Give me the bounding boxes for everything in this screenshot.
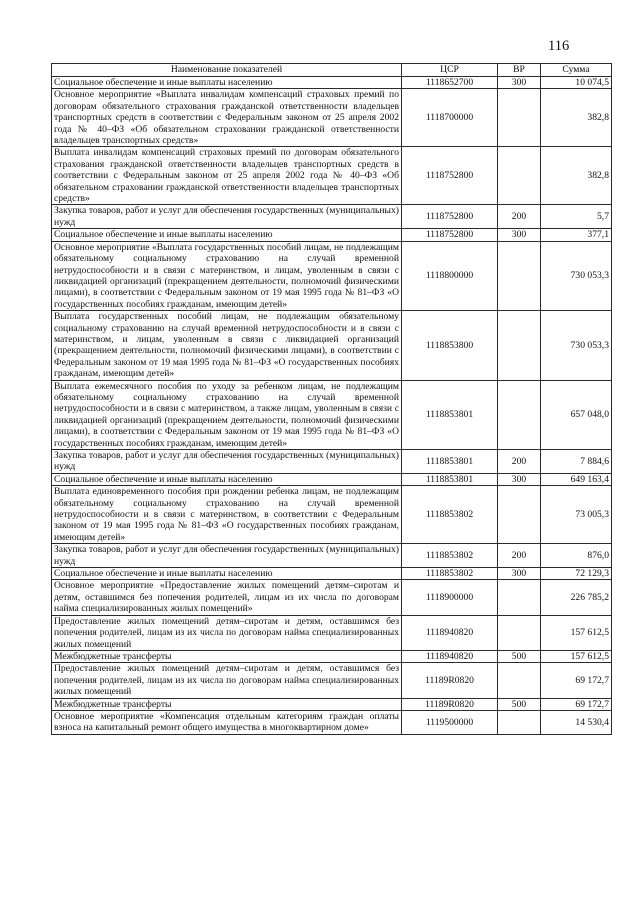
row-vr (498, 89, 541, 147)
row-name: Предоставление жилых помещений детям–сиротам и детям, оставшимся без попечения родителей, лицам из их числа по договорам найма специализированных жилых помещений (52, 663, 402, 698)
row-sum: 72 129,3 (541, 568, 612, 580)
row-name: Основное мероприятие «Выплата инвалидам компенсаций страховых премий по договорам обязательного страхования гражданской ответственности владельцев транспортных средств в соответствии с Федеральным законом от 25 апреля 2002 года № 40–ФЗ «Об обязательном страховании гражданской ответственности владельцев транспортных средств» (52, 89, 402, 147)
row-sum: 7 884,6 (541, 450, 612, 474)
row-csr: 1119500000 (402, 710, 498, 734)
row-name: Социальное обеспечение и иные выплаты населению (52, 473, 402, 485)
page-number: 116 (548, 38, 570, 54)
row-sum: 14 530,4 (541, 710, 612, 734)
row-name: Закупка товаров, работ и услуг для обеспечения государственных (муниципальных) нужд (52, 450, 402, 474)
row-sum: 10 074,5 (541, 77, 612, 89)
table-row (52, 663, 612, 698)
row-csr: 1118940820 (402, 650, 498, 662)
table-body (52, 77, 612, 735)
table-row (52, 450, 612, 474)
row-vr (498, 663, 541, 698)
budget-table (51, 63, 612, 735)
row-sum: 5,7 (541, 205, 612, 229)
row-vr (498, 615, 541, 650)
header-name: Наименование показателей (52, 64, 402, 77)
row-name: Межбюджетные трансферты (52, 698, 402, 710)
row-name: Выплата государственных пособий лицам, не подлежащим обязательному социальному страхованию на случай временной нетрудоспособности и в связи с материнством, и лицам, уволенным в связи с ликвидацией организаций (прекращением деятельности, полномочий физическими лицами), в соответствии с Федеральным законом от 19 мая 1995 года № 81–ФЗ «О государственных пособиях гражданам, имеющим детей» (52, 311, 402, 380)
row-name: Закупка товаров, работ и услуг для обеспечения государственных (муниципальных) нужд (52, 205, 402, 229)
row-vr (498, 486, 541, 544)
row-sum: 157 612,5 (541, 615, 612, 650)
row-csr: 1118940820 (402, 615, 498, 650)
row-csr: 1118853801 (402, 450, 498, 474)
row-csr: 1118853802 (402, 568, 498, 580)
header-sum: Сумма (541, 64, 612, 77)
row-sum: 157 612,5 (541, 650, 612, 662)
row-csr: 11189R0820 (402, 663, 498, 698)
table-row (52, 486, 612, 544)
row-name: Основное мероприятие «Предоставление жилых помещений детям–сиротам и детям, оставшимся без попечения родителей, лицам из их числа по договорам найма специализированных жилых помещений» (52, 580, 402, 615)
row-sum: 73 005,3 (541, 486, 612, 544)
table-row (52, 568, 612, 580)
row-name: Межбюджетные трансферты (52, 650, 402, 662)
row-csr: 1118853801 (402, 380, 498, 449)
row-sum: 69 172,7 (541, 663, 612, 698)
row-sum: 730 053,3 (541, 241, 612, 310)
row-vr (498, 241, 541, 310)
row-csr: 1118652700 (402, 77, 498, 89)
row-vr: 200 (498, 450, 541, 474)
row-name: Социальное обеспечение и иные выплаты населению (52, 77, 402, 89)
row-vr: 200 (498, 544, 541, 568)
row-sum: 876,0 (541, 544, 612, 568)
row-sum: 69 172,7 (541, 698, 612, 710)
row-csr: 1118752800 (402, 205, 498, 229)
row-vr (498, 311, 541, 380)
row-vr (498, 710, 541, 734)
table-row (52, 544, 612, 568)
table-row (52, 205, 612, 229)
row-sum: 382,8 (541, 147, 612, 205)
row-sum: 657 048,0 (541, 380, 612, 449)
row-sum: 382,8 (541, 89, 612, 147)
row-csr: 1118900000 (402, 580, 498, 615)
table-row (52, 698, 612, 710)
row-vr (498, 580, 541, 615)
row-vr: 500 (498, 650, 541, 662)
row-vr: 300 (498, 77, 541, 89)
table-row (52, 229, 612, 241)
table-row (52, 89, 612, 147)
table-row (52, 650, 612, 662)
table-row (52, 380, 612, 449)
row-name: Социальное обеспечение и иные выплаты населению (52, 568, 402, 580)
table-row (52, 241, 612, 310)
row-name: Выплата инвалидам компенсаций страховых премий по договорам обязательного страхования гражданской ответственности владельцев транспортных средств в соответствии с Федеральным законом от 25 апреля 2002 года № 40–ФЗ «Об обязательном страховании гражданской ответственности владельцев транспортных средств» (52, 147, 402, 205)
row-vr: 500 (498, 698, 541, 710)
table-row (52, 580, 612, 615)
table-row (52, 710, 612, 734)
row-csr: 1118752800 (402, 229, 498, 241)
row-csr: 1118853801 (402, 473, 498, 485)
row-name: Предоставление жилых помещений детям–сиротам и детям, оставшимся без попечения родителей, лицам из их числа по договорам найма специализированных жилых помещений (52, 615, 402, 650)
row-csr: 1118800000 (402, 241, 498, 310)
table-row (52, 473, 612, 485)
row-name: Выплата единовременного пособия при рождении ребенка лицам, не подлежащим обязательному социальному страхованию на случай временной нетрудоспособности и в связи с материнством, в соответствии с Федеральным законом от 19 мая 1995 года № 81–ФЗ «О государственных пособиях гражданам, имеющим детей» (52, 486, 402, 544)
table-row (52, 147, 612, 205)
header-vr: ВР (498, 64, 541, 77)
table-row (52, 311, 612, 380)
row-vr (498, 380, 541, 449)
row-name: Основное мероприятие «Выплата государственных пособий лицам, не подлежащим обязательному социальному страхованию на случай временной нетрудоспособности и в связи с материнством, и лицам, уволенным в связи с ликвидацией организаций (прекращением деятельности, полномочий физическими лицами), в соответствии с Федеральным законом от 19 мая 1995 года № 81–ФЗ «О государственных пособиях гражданам, имеющим детей» (52, 241, 402, 310)
row-csr: 1118853800 (402, 311, 498, 380)
row-vr: 300 (498, 473, 541, 485)
row-vr: 300 (498, 568, 541, 580)
table-header-row (52, 64, 612, 77)
row-name: Основное мероприятие «Компенсация отдельным категориям граждан оплаты взноса на капитальный ремонт общего имущества в многоквартирном доме» (52, 710, 402, 734)
table-row (52, 77, 612, 89)
row-name: Выплата ежемесячного пособия по уходу за ребенком лицам, не подлежащим обязательному социальному страхованию на случай временной нетрудоспособности и в связи с материнством, а также лицам, уволенным в связи с ликвидацией организаций (прекращением деятельности, полномочий физическими лицами), в соответствии с Федеральным законом от 19 мая 1995 года № 81–ФЗ «О государственных пособиях гражданам, имеющим детей» (52, 380, 402, 449)
row-sum: 730 053,3 (541, 311, 612, 380)
table-row (52, 615, 612, 650)
row-csr: 1118700000 (402, 89, 498, 147)
row-vr (498, 147, 541, 205)
header-csr: ЦСР (402, 64, 498, 77)
row-sum: 649 163,4 (541, 473, 612, 485)
row-vr: 300 (498, 229, 541, 241)
row-vr: 200 (498, 205, 541, 229)
row-csr: 1118853802 (402, 544, 498, 568)
row-sum: 377,1 (541, 229, 612, 241)
row-csr: 1118853802 (402, 486, 498, 544)
row-name: Закупка товаров, работ и услуг для обеспечения государственных (муниципальных) нужд (52, 544, 402, 568)
row-csr: 1118752800 (402, 147, 498, 205)
row-csr: 11189R0820 (402, 698, 498, 710)
row-sum: 226 785,2 (541, 580, 612, 615)
row-name: Социальное обеспечение и иные выплаты населению (52, 229, 402, 241)
